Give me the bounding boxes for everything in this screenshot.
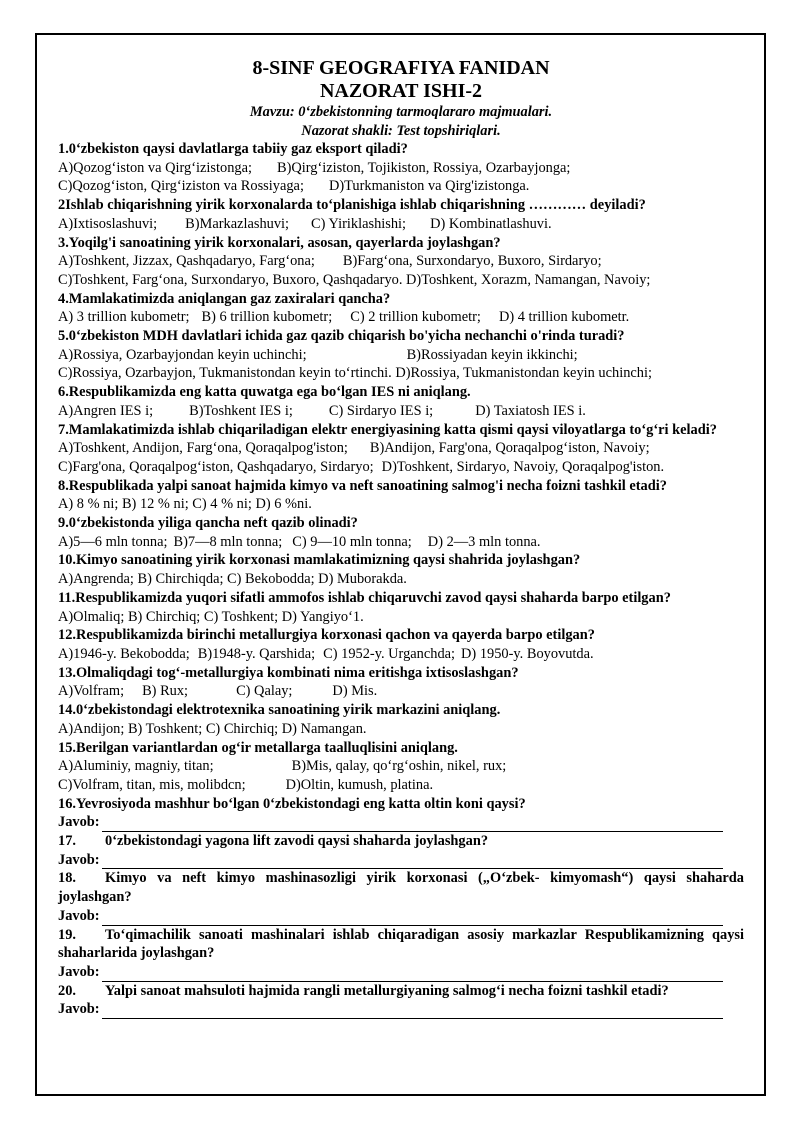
answer-options-row: [58, 682, 744, 701]
answer-label: Javob:: [58, 907, 100, 924]
answer-option[interactable]: A)Toshkent, Jizzax, Qashqadaryo, Farg‘ona;: [58, 253, 315, 270]
answer-option[interactable]: D) Taxiatosh IES i.: [475, 402, 586, 419]
answer-option[interactable]: B)1948-y. Qarshida;: [197, 645, 316, 662]
answer-field[interactable]: [58, 907, 744, 926]
answer-option[interactable]: A)Aluminiy, magniy, titan;: [58, 758, 214, 775]
question-8: 8.Respublikada yalpi sanoat hajmida kimyo va neft sanoatining salmog'i necha foizni tashkil etadi?: [58, 477, 667, 494]
answer-options-row: [58, 533, 744, 552]
answer-option[interactable]: C) Yiriklashishi;: [311, 215, 407, 232]
open-question-text: Yevrosiyoda mashhur bo‘lgan 0‘zbekistondagi eng katta oltin koni qaysi?: [76, 795, 526, 812]
question-3: 3.Yoqilg'i sanoatining yirik korxonalari, asosan, qayerlarda joylashgan?: [58, 234, 501, 251]
answer-option[interactable]: A)Ixtisoslashuvi;: [58, 215, 158, 232]
answer-option[interactable]: D)Oltin, kumush, platina.: [285, 776, 434, 793]
answer-option[interactable]: B)7—8 mln tonna;: [173, 533, 283, 550]
answer-option[interactable]: A)5—6 mln tonna;: [58, 533, 168, 550]
open-question-20: [58, 982, 744, 1001]
answer-option[interactable]: D) 4 trillion kubometr.: [498, 309, 630, 326]
answer-option[interactable]: A)Qozog‘iston va Qirg‘izistonga;: [58, 159, 252, 176]
open-question-text: Kimyo va neft kimyo mashinasozligi yirik korxonasi („O‘zbek- kimyomash“) qaysi shaharda joylashgan?: [58, 870, 744, 906]
question-1: 1.0‘zbekiston qaysi davlatlarga tabiiy gaz eksport qiladi?: [58, 141, 408, 157]
answer-option[interactable]: B)Farg‘ona, Surxondaryo, Buxoro, Sirdaryo;: [342, 253, 602, 270]
question-5: 5.0‘zbekiston MDH davlatlari ichida gaz qazib chiqarish bo'yicha nechanchi o'rinda turadi?: [58, 328, 625, 345]
test-document: [58, 57, 744, 1019]
answer-option[interactable]: C) 1952-y. Urganchda;: [323, 645, 456, 662]
question-15: 15.Berilgan variantlardan og‘ir metallarga taalluqlisini aniqlang.: [58, 739, 458, 756]
answer-option[interactable]: C) 2 trillion kubometr;: [350, 309, 481, 326]
answer-options-row: [58, 308, 744, 327]
question-12: 12.Respublikamizda birinchi metallurgiya korxonasi qachon va qayerda barpo etilgan?: [58, 627, 595, 644]
open-question-18: [58, 869, 744, 906]
open-question-17: [58, 832, 744, 851]
answer-options-row: [58, 252, 744, 271]
answer-option[interactable]: A)Toshkent, Andijon, Farg‘ona, Qoraqalpog'iston;: [58, 440, 348, 457]
answer-options-row: [58, 159, 744, 178]
answer-option[interactable]: A) 3 trillion kubometr;: [58, 309, 190, 326]
open-question-text: To‘qimachilik sanoati mashinalari ishlab chiqaradigan asosiy markazlar Respublikamizning qaysi shaharlarida joylashgan?: [58, 926, 744, 962]
answer-options-row: [58, 570, 744, 589]
question-number: 20.: [58, 982, 76, 999]
answer-options-row: [58, 346, 744, 365]
answer-options-row: [58, 271, 744, 290]
answer-blank-line[interactable]: [102, 967, 723, 982]
answer-options-row: [58, 720, 744, 739]
answer-blank-line[interactable]: [102, 817, 723, 832]
answer-options-row: [58, 776, 744, 795]
answer-option[interactable]: B) Rux;: [142, 683, 189, 700]
question-10: 10.Kimyo sanoatining yirik korxonasi mamlakatimizning qaysi shahrida joylashgan?: [58, 552, 581, 569]
answer-field[interactable]: [58, 963, 744, 982]
answer-option[interactable]: C)Toshkent, Farg‘ona, Surxondaryo, Buxoro, Qashqadaryo. D)Toshkent, Xorazm, Namangan, Navoiy;: [58, 271, 651, 288]
answer-options-row: [58, 495, 744, 514]
question-number: 16.: [58, 795, 76, 812]
answer-options-row: [58, 645, 744, 664]
question-number: 17.: [58, 833, 76, 850]
answer-options-row: [58, 608, 744, 627]
title-line-2: NAZORAT ISHI-2: [319, 80, 483, 102]
answer-blank-line[interactable]: [102, 854, 723, 869]
answer-option[interactable]: A)Rossiya, Ozarbayjondan keyin uchinchi;: [58, 346, 307, 363]
question-6: 6.Respublikamizda eng katta quwatga ega bo‘lgan IES ni aniqlang.: [58, 384, 471, 401]
open-question-text: 0‘zbekistondagi yagona lift zavodi qaysi shaharda joylashgan?: [105, 833, 489, 850]
answer-option[interactable]: A) 8 % ni; B) 12 % ni; C) 4 % ni; D) 6 %ni.: [58, 496, 312, 513]
answer-label: Javob:: [58, 1001, 100, 1018]
answer-option[interactable]: C) Qalay;: [236, 683, 293, 700]
answer-option[interactable]: B) 6 trillion kubometr;: [201, 309, 333, 326]
answer-option[interactable]: D)Turkmaniston va Qirg'izistonga.: [328, 178, 530, 195]
answer-label: Javob:: [58, 963, 100, 980]
answer-option[interactable]: B)Mis, qalay, qo‘rg‘oshin, nikel, rux;: [291, 758, 507, 775]
answer-option[interactable]: C)Volfram, titan, mis, molibdcn;: [58, 776, 246, 793]
answer-option[interactable]: D) 2—3 mln tonna.: [427, 533, 541, 550]
answer-option[interactable]: A)Angrenda; B) Chirchiqda; C) Bekobodda; D) Muborakda.: [58, 571, 407, 588]
question-11: 11.Respublikamizda yuqori sifatli ammofos ishlab chiqaruvchi zavod qaysi shaharda barpo etilgan?: [58, 589, 671, 606]
answer-option[interactable]: C)Farg'ona, Qoraqalpog‘iston, Qashqadaryo, Sirdaryo;: [58, 458, 374, 475]
answer-option[interactable]: D) 1950-y. Boyovutda.: [461, 645, 594, 662]
answer-option[interactable]: B)Markazlashuvi;: [185, 215, 290, 232]
answer-option[interactable]: B)Rossiyadan keyin ikkinchi;: [406, 346, 578, 363]
answer-options-row: [58, 439, 744, 458]
answer-option[interactable]: A)Andijon; B) Toshkent; C) Chirchiq; D) Namangan.: [58, 720, 367, 737]
open-question-text: Yalpi sanoat mahsuloti hajmida rangli metallurgiyaning salmog‘i necha foizni tashkil etadi?: [105, 982, 669, 999]
answer-option[interactable]: D) Mis.: [332, 683, 378, 700]
answer-option[interactable]: C)Rossiya, Ozarbayjon, Tukmanistondan keyin to‘rtinchi. D)Rossiya, Tukmanistondan keyin uchinchi;: [58, 365, 652, 382]
question-number: 19.: [58, 926, 76, 943]
answer-option[interactable]: D)Toshkent, Sirdaryo, Navoiy, Qoraqalpog'iston.: [381, 458, 665, 475]
answer-options-row: [58, 458, 744, 477]
topic: Mavzu: 0‘zbekistonning tarmoqlararo majmualari.: [249, 104, 553, 120]
answer-option[interactable]: A)1946-y. Bekobodda;: [58, 645, 190, 662]
question-9: 9.0‘zbekistonda yiliga qancha neft qazib olinadi?: [58, 515, 358, 532]
open-question-19: [58, 926, 744, 963]
question-14: 14.0‘zbekistondagi elektrotexnika sanoatining yirik markazini aniqlang.: [58, 702, 501, 719]
answer-blank-line[interactable]: [102, 1004, 723, 1019]
answer-label: Javob:: [58, 814, 100, 831]
answer-option[interactable]: A)Angren IES i;: [58, 402, 154, 419]
multiple-choice-section: [58, 140, 744, 795]
answer-option[interactable]: B)Qirg‘iziston, Tojikiston, Rossiya, Ozarbayjonga;: [276, 159, 571, 176]
answer-option[interactable]: C)Qozog‘iston, Qirg‘iziston va Rossiyaga;: [58, 178, 304, 195]
answer-option[interactable]: C) Sirdaryo IES i;: [328, 402, 434, 419]
answer-options-row: [58, 402, 744, 421]
answer-option[interactable]: B)Andijon, Farg'ona, Qoraqalpog‘iston, Navoiy;: [369, 440, 650, 457]
answer-option[interactable]: A)Volfram;: [58, 683, 125, 700]
answer-field[interactable]: [58, 1000, 744, 1019]
answer-options-row: [58, 215, 744, 234]
question-4: 4.Mamlakatimizda aniqlangan gaz zaxiralari qancha?: [58, 290, 391, 307]
answer-option[interactable]: D) Kombinatlashuvi.: [430, 215, 552, 232]
answer-blank-line[interactable]: [102, 911, 723, 926]
answer-field[interactable]: [58, 851, 744, 870]
answer-options-row: [58, 757, 744, 776]
answer-options-row: [58, 364, 744, 383]
title-line-1: 8-SINF GEOGRAFIYA FANIDAN: [252, 57, 550, 79]
answer-field[interactable]: [58, 813, 744, 832]
question-number: 18.: [58, 870, 76, 887]
answer-label: Javob:: [58, 851, 100, 868]
answer-option[interactable]: B)Toshkent IES i;: [189, 402, 293, 419]
answer-options-row: [58, 177, 744, 196]
question-2: 2Ishlab chiqarishning yirik korxonalarda to‘planishiga ishlab chiqarishning ………… deyiladi?: [58, 197, 646, 214]
open-question-16: [58, 795, 744, 814]
answer-option[interactable]: C) 9—10 mln tonna;: [292, 533, 412, 550]
question-7: 7.Mamlakatimizda ishlab chiqariladigan elektr energiyasining katta qismi qaysi viloyatlarga to‘g‘ri keladi?: [58, 421, 717, 438]
open-questions-section: [58, 795, 744, 1019]
question-13: 13.Olmaliqdagi tog‘-metallurgiya kombinati nima eritishga ixtisoslashgan?: [58, 664, 519, 681]
answer-option[interactable]: A)Olmaliq; B) Chirchiq; C) Toshkent; D) Yangiyo‘1.: [58, 608, 364, 625]
assessment-form: Nazorat shakli: Test topshiriqlari.: [301, 122, 501, 139]
